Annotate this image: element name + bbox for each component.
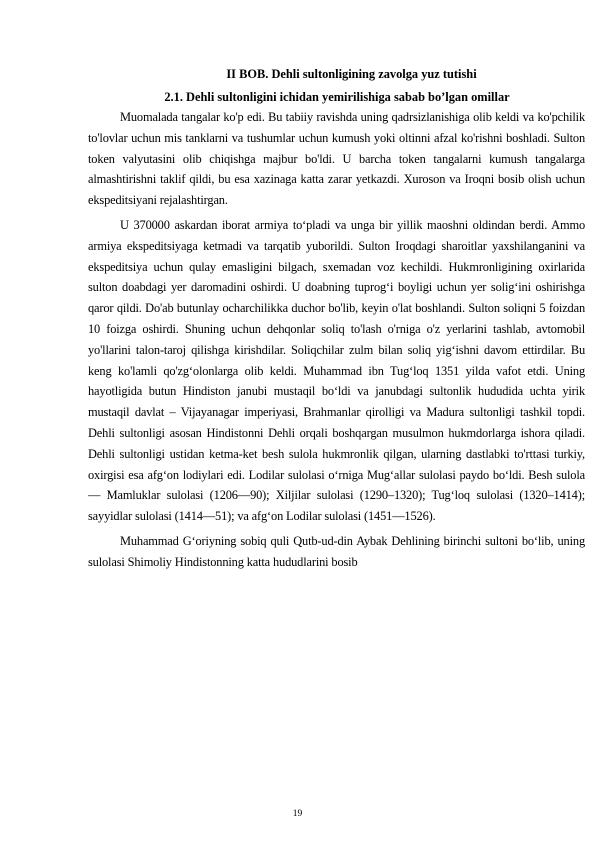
- chapter-title: II BOB. Dehli sultonligining zavolga yuz tutishi: [226, 67, 477, 81]
- paragraph-1: Muomalada tangalar ko'p edi. Bu tabiiy ravishda uning qadrsizlanishiga olib keldi va ko'pchilik to'lovlar uchun mis tanklarni va tushumlar uchun kumush yoki oltinni afzal ko'rishni boshladi. Sulton token valyutasini olib chiqishga majbur bo'ldi. U barcha token tangalarni kumush tangalarga almashtirishni taklif qildi, bu esa xazinaga katta zarar yetkazdi. Xuroson va Iroqni bosib olish uchun ekspeditsiyani rejalashtirgan.: [88, 110, 585, 208]
- page-number: 19: [292, 809, 303, 819]
- paragraph-3: Muhammad G‘oriyning sobiq quli Qutb-ud-din Aybak Dehlining birinchi sultoni bo‘lib, uning sulolasi Shimoliy Hindistonning katta hududlarini bosib: [88, 533, 585, 569]
- page-content: [88, 66, 585, 577]
- section-title: 2.1. Dehli sultonligini ichidan yemirilishiga sabab bo’lgan omillar: [164, 90, 510, 104]
- paragraph-2: U 370000 askardan iborat armiya to‘pladi va unga bir yillik maoshni oldindan berdi. Ammo armiya ekspeditsiyaga ketmadi va tarqatib yuborildi. Sulton Iroqdagi sharoitlar yaxshilanganini va ekspeditsiya uchun qulay emasligini bilgach, sxemadan voz kechildi. Hukmronligining oxirlarida sulton doabdagi yer daromadini oshirdi. U doabning tuprog‘i boyligi uchun yer solig‘ini oshirishga qaror qildi. Do'ab butunlay ocharchilikka duchor bo'lib, keyin o'lat boshlandi. Sulton soliqni 5 foizdan 10 foizga oshirdi. Shuning uchun dehqonlar soliq to'lash o'rniga o'z yerlarini tashlab, avtomobil yo'llarini talon-taroj qilishga kirishdilar. Soliqchilar zulm bilan soliq yig‘ishni davom ettirdilar. Bu keng ko'lamli qo'zg‘olonlarga olib keldi. Muhammad ibn Tug‘loq 1351 yilda vafot etdi. Uning hayotligida butun Hindiston janubi mustaqil bo‘ldi va janubdagi sultonlik hududida uchta yirik mustaqil davlat – Vijayanagar imperiyasi, Brahmanlar qirolligi va Madura sultonligi tashkil topdi. Dehli sultonligi asosan Hindistonni Dehli orqali boshqargan musulmon hukmdorlarga ishora qiladi. Dehli sultonligi ustidan ketma-ket besh sulola hukmronlik qilgan, ularning dastlabki to'rttasi turkiy, oxirgisi esa afg‘on lodiylari edi. Lodilar sulolasi o‘rniga Mug‘allar sulolasi paydo bo‘ldi. Besh sulola — Mamluklar sulolasi (1206—90); Xiljilar sulolasi (1290–1320); Tug‘loq sulolasi (1320–1414); sayyidlar sulolasi (1414—51); va afg‘on Lodilar sulolasi (1451—1526).: [88, 217, 585, 524]
